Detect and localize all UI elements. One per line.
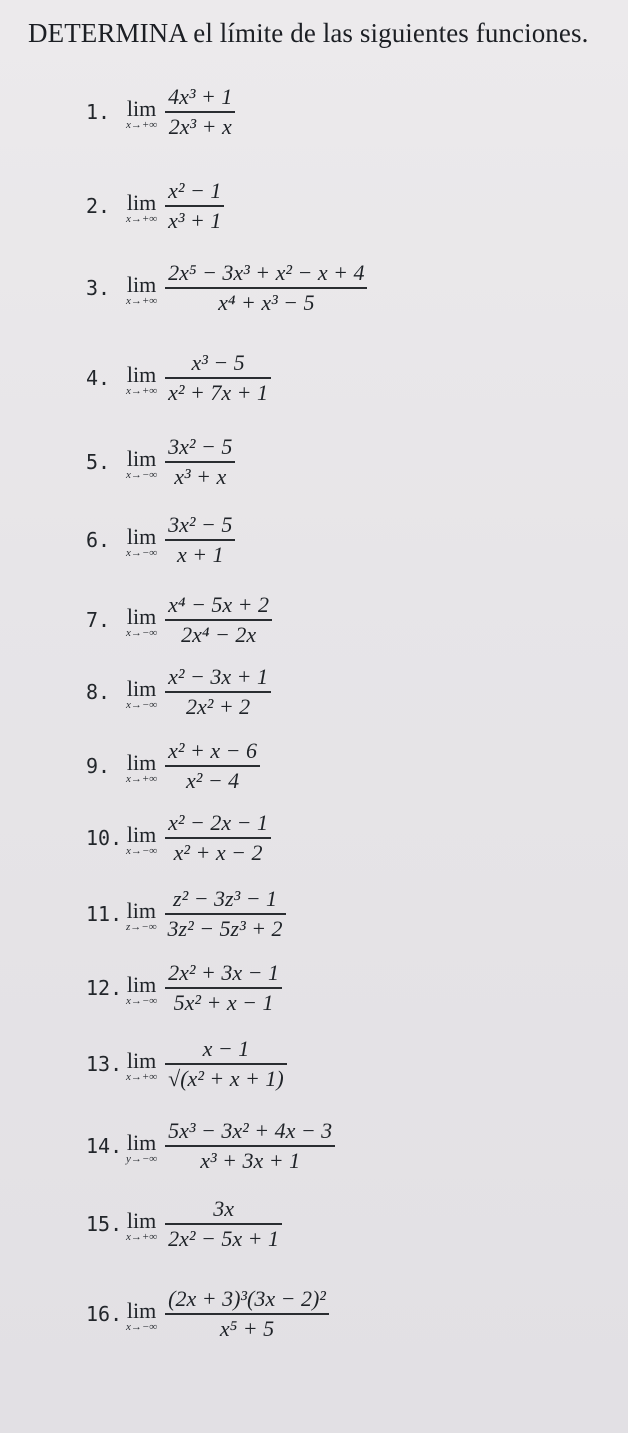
limit-approach: x→+∞ xyxy=(126,772,158,785)
limit-approach: x→+∞ xyxy=(126,294,158,307)
lim-word: lim xyxy=(126,821,157,847)
denominator: x³ + x xyxy=(174,464,227,489)
fraction-bar xyxy=(165,765,260,767)
problem-number: 9. xyxy=(86,754,111,778)
limit-operator xyxy=(126,895,157,934)
problem-number: 15. xyxy=(86,1212,123,1236)
fraction xyxy=(165,1036,287,1092)
numerator: 2x² + 3x − 1 xyxy=(168,960,279,985)
problem-11 xyxy=(86,886,286,942)
fraction-bar xyxy=(165,691,271,693)
denominator: x⁴ + x³ − 5 xyxy=(218,290,315,315)
problem-16 xyxy=(86,1286,329,1342)
problem-number: 1. xyxy=(86,100,111,124)
lim-word: lim xyxy=(126,1207,157,1233)
numerator: 3x xyxy=(213,1196,234,1221)
denominator: 3z² − 5z³ + 2 xyxy=(167,916,283,941)
numerator: x³ − 5 xyxy=(191,350,245,375)
denominator: 5x² + x − 1 xyxy=(173,990,274,1015)
fraction xyxy=(165,178,224,234)
limit-approach: x→+∞ xyxy=(126,212,158,225)
limit-approach: x→−∞ xyxy=(126,698,158,711)
lim-word: lim xyxy=(126,361,157,387)
fraction xyxy=(165,84,235,140)
fraction-bar xyxy=(165,205,224,207)
lim-word: lim xyxy=(126,271,157,297)
fraction xyxy=(165,350,271,406)
denominator: x² − 4 xyxy=(185,768,240,793)
fraction xyxy=(165,960,282,1016)
fraction xyxy=(165,512,235,568)
fraction-bar xyxy=(165,461,235,463)
numerator: x² + x − 6 xyxy=(168,738,257,763)
problem-1 xyxy=(86,84,235,140)
problem-10 xyxy=(86,810,271,866)
problem-8 xyxy=(86,664,271,720)
problem-number: 8. xyxy=(86,680,111,704)
problem-number: 12. xyxy=(86,976,123,1000)
lim-word: lim xyxy=(126,897,156,923)
denominator: 2x⁴ − 2x xyxy=(181,622,257,647)
fraction xyxy=(165,1118,335,1174)
lim-word: lim xyxy=(126,1297,157,1323)
numerator: z² − 3z³ − 1 xyxy=(173,886,278,911)
numerator: 5x³ − 3x² + 4x − 3 xyxy=(168,1118,333,1143)
problem-number: 16. xyxy=(86,1302,123,1326)
denominator: x⁵ + 5 xyxy=(219,1316,275,1341)
problem-number: 2. xyxy=(86,194,111,218)
lim-word: lim xyxy=(126,603,157,629)
fraction xyxy=(165,738,260,794)
problem-number: 14. xyxy=(86,1134,123,1158)
limit-approach: x→−∞ xyxy=(126,468,158,481)
problem-5 xyxy=(86,434,235,490)
denominator: √(x² + x + 1) xyxy=(168,1066,284,1091)
problem-15 xyxy=(86,1196,282,1252)
problem-number: 7. xyxy=(86,608,111,632)
problem-number: 5. xyxy=(86,450,111,474)
lim-word: lim xyxy=(126,971,157,997)
fraction xyxy=(165,810,271,866)
lim-word: lim xyxy=(126,95,157,121)
fraction-bar xyxy=(165,913,286,915)
fraction xyxy=(165,592,272,648)
problem-14 xyxy=(86,1118,335,1174)
numerator: x² − 3x + 1 xyxy=(168,664,268,689)
problem-7 xyxy=(86,592,272,648)
denominator: x² + 7x + 1 xyxy=(168,380,268,405)
problem-3 xyxy=(86,260,367,316)
numerator: 3x² − 5 xyxy=(168,434,233,459)
limit-operator xyxy=(126,269,157,308)
limit-approach: x→+∞ xyxy=(126,1070,158,1083)
denominator: x + 1 xyxy=(176,542,224,567)
numerator: 3x² − 5 xyxy=(168,512,233,537)
limit-approach: y→−∞ xyxy=(126,1152,158,1165)
limit-approach: x→−∞ xyxy=(126,994,158,1007)
limit-operator xyxy=(126,747,157,786)
limit-operator xyxy=(126,187,157,226)
fraction xyxy=(165,1286,329,1342)
limit-approach: x→+∞ xyxy=(126,118,158,131)
fraction-bar xyxy=(165,539,235,541)
limit-operator xyxy=(126,1045,157,1084)
lim-word: lim xyxy=(126,445,157,471)
denominator: 2x² + 2 xyxy=(185,694,251,719)
limit-approach: x→−∞ xyxy=(126,844,158,857)
problem-number: 10. xyxy=(86,826,123,850)
denominator: 2x² − 5x + 1 xyxy=(168,1226,279,1251)
fraction-bar xyxy=(165,837,271,839)
lim-word: lim xyxy=(126,523,157,549)
limit-approach: x→−∞ xyxy=(126,626,158,639)
denominator: x³ + 3x + 1 xyxy=(200,1148,301,1173)
denominator: 2x³ + x xyxy=(168,114,232,139)
fraction-bar xyxy=(165,1063,287,1065)
limit-operator xyxy=(126,819,157,858)
problem-number: 13. xyxy=(86,1052,123,1076)
lim-word: lim xyxy=(126,749,157,775)
fraction xyxy=(165,260,367,316)
numerator: 2x⁵ − 3x³ + x² − x + 4 xyxy=(168,260,365,285)
fraction-bar xyxy=(165,1145,335,1147)
limit-approach: x→−∞ xyxy=(126,546,158,559)
limit-approach: x→−∞ xyxy=(126,1320,158,1333)
limit-approach: z→−∞ xyxy=(126,920,157,933)
fraction xyxy=(165,1196,282,1252)
lim-word: lim xyxy=(126,1047,157,1073)
problem-2 xyxy=(86,178,224,234)
numerator: x⁴ − 5x + 2 xyxy=(168,592,270,617)
limit-operator xyxy=(126,673,157,712)
fraction-bar xyxy=(165,619,272,621)
limit-operator xyxy=(126,601,157,640)
fraction-bar xyxy=(165,287,367,289)
problem-number: 6. xyxy=(86,528,111,552)
problem-4 xyxy=(86,350,271,406)
lim-word: lim xyxy=(126,1129,157,1155)
lim-word: lim xyxy=(126,189,157,215)
page-title: DETERMINA el límite de las siguientes funciones. xyxy=(28,18,589,48)
limit-operator xyxy=(126,359,157,398)
fraction xyxy=(165,886,286,942)
limit-operator xyxy=(126,1205,157,1244)
numerator: 4x³ + 1 xyxy=(168,84,233,109)
limit-operator xyxy=(126,1295,157,1334)
fraction-bar xyxy=(165,1313,329,1315)
limit-operator xyxy=(126,969,157,1008)
lim-word: lim xyxy=(126,675,157,701)
problem-number: 11. xyxy=(86,902,123,926)
denominator: x³ + 1 xyxy=(168,208,222,233)
fraction-bar xyxy=(165,987,282,989)
fraction-bar xyxy=(165,377,271,379)
limit-approach: x→+∞ xyxy=(126,384,158,397)
problem-number: 3. xyxy=(86,276,111,300)
problem-number: 4. xyxy=(86,366,111,390)
numerator: x² − 1 xyxy=(168,178,222,203)
fraction-bar xyxy=(165,111,235,113)
fraction xyxy=(165,434,235,490)
problem-9 xyxy=(86,738,260,794)
limit-operator xyxy=(126,93,157,132)
limit-approach: x→+∞ xyxy=(126,1230,158,1243)
fraction-bar xyxy=(165,1223,282,1225)
limit-operator xyxy=(126,1127,157,1166)
problem-12 xyxy=(86,960,282,1016)
numerator: x − 1 xyxy=(202,1036,250,1061)
limit-operator xyxy=(126,443,157,482)
numerator: x² − 2x − 1 xyxy=(168,810,268,835)
problem-13 xyxy=(86,1036,287,1092)
fraction xyxy=(165,664,271,720)
limit-operator xyxy=(126,521,157,560)
problem-6 xyxy=(86,512,235,568)
denominator: x² + x − 2 xyxy=(173,840,263,865)
numerator: (2x + 3)³(3x − 2)² xyxy=(168,1286,326,1311)
